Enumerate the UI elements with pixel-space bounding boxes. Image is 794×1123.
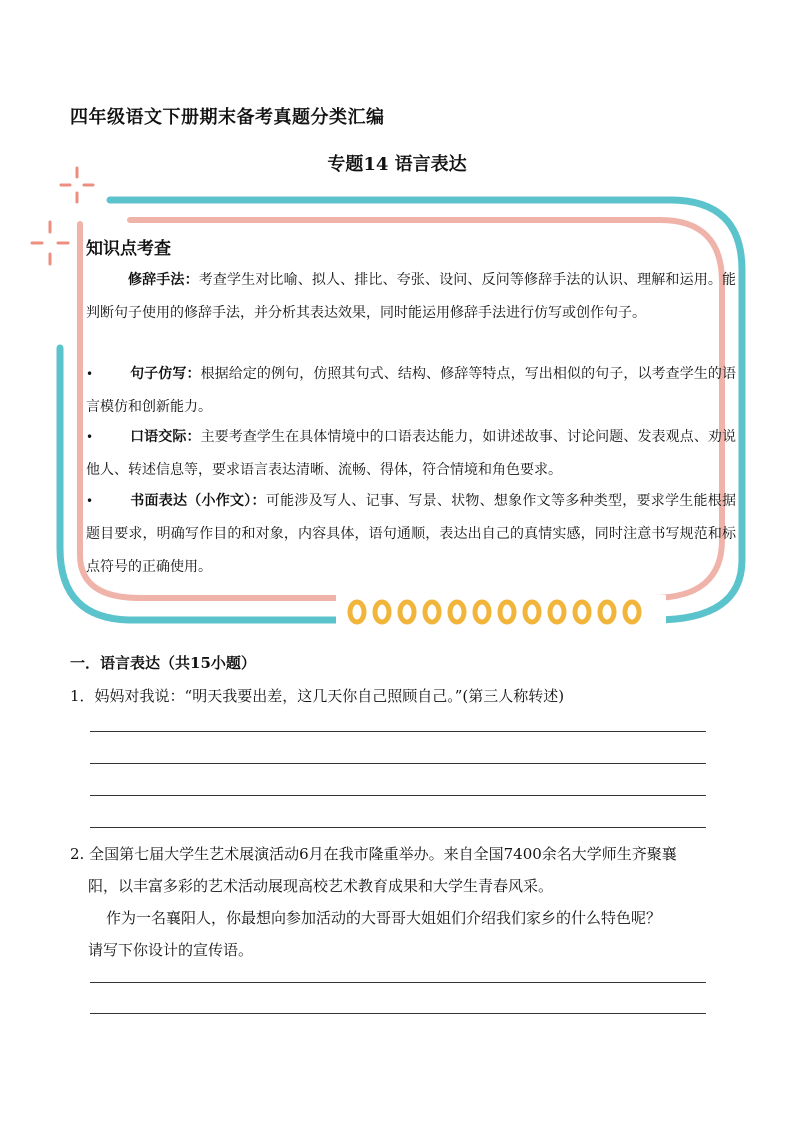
knowledge-item-label: 口语交际： bbox=[130, 429, 201, 445]
knowledge-item-label: 书面表达（小作文）： bbox=[130, 493, 266, 509]
answer-line[interactable] bbox=[90, 731, 706, 732]
question-1: 1．妈妈对我说：“明天我要出差，这几天你自己照顾自己。”(第三人称转述) bbox=[70, 687, 565, 705]
question-2-line: 2. 全国第七届大学生艺术展演活动6月在我市隆重举办。来自全国7400余名大学师生齐聚襄 bbox=[70, 845, 677, 863]
knowledge-heading: 知识点考查 bbox=[86, 239, 171, 259]
answer-line[interactable] bbox=[90, 795, 706, 796]
bullet-icon bbox=[86, 358, 130, 391]
knowledge-item-text: 主要考查学生在具体情境中的口语表达能力，如讲述故事、讨论问题、发表观点、劝说他人、转述信息等，要求语言表达清晰、流畅、得体，符合情境和角色要求。 bbox=[86, 429, 737, 478]
sparkle-icon bbox=[61, 168, 93, 202]
answer-line[interactable] bbox=[90, 763, 706, 764]
question-2-line: 阳，以丰富多彩的艺术活动展现高校艺术教育成果和大学生青春风采。 bbox=[88, 877, 554, 895]
bullet-icon bbox=[86, 485, 130, 518]
answer-line[interactable] bbox=[90, 827, 706, 828]
knowledge-item-label: 修辞手法： bbox=[128, 272, 199, 288]
question-2-line: 作为一名襄阳人，你最想向参加活动的大哥哥大姐姐们介绍我们家乡的什么特色呢？ bbox=[106, 909, 662, 927]
knowledge-item bbox=[86, 264, 736, 330]
document-title: 四年级语文下册期末备考真题分类汇编 bbox=[70, 107, 385, 128]
sparkle-icon bbox=[32, 222, 68, 264]
section-heading: 一．语言表达（共15小题） bbox=[70, 654, 256, 672]
knowledge-item-text: 可能涉及写人、记事、写景、状物、想象作文等多种类型，要求学生能根据题目要求，明确写作目的和对象，内容具体，语句通顺，表达出自己的真情实感，同时注意书写规范和标点符号的正确使用。 bbox=[86, 493, 737, 575]
knowledge-item-text: 考查学生对比喻、拟人、排比、夸张、设问、反问等修辞手法的认识、理解和运用。能判断句子使用的修辞手法，并分析其表达效果，同时能运用修辞手法进行仿写或创作句子。 bbox=[86, 272, 737, 321]
knowledge-item bbox=[86, 358, 736, 424]
answer-line[interactable] bbox=[90, 982, 706, 983]
question-2 bbox=[70, 838, 730, 966]
question-2-line: 请写下你设计的宣传语。 bbox=[88, 941, 254, 959]
knowledge-item bbox=[86, 485, 736, 584]
topic-title: 专题14 语言表达 bbox=[327, 154, 467, 175]
answer-line[interactable] bbox=[90, 1013, 706, 1014]
knowledge-item bbox=[86, 421, 736, 487]
bullet-icon bbox=[86, 421, 130, 454]
knowledge-item-label: 句子仿写： bbox=[130, 366, 201, 382]
knowledge-item-text: 根据给定的例句，仿照其句式、结构、修辞等特点，写出相似的句子，以考查学生的语言模仿和创新能力。 bbox=[86, 366, 737, 415]
